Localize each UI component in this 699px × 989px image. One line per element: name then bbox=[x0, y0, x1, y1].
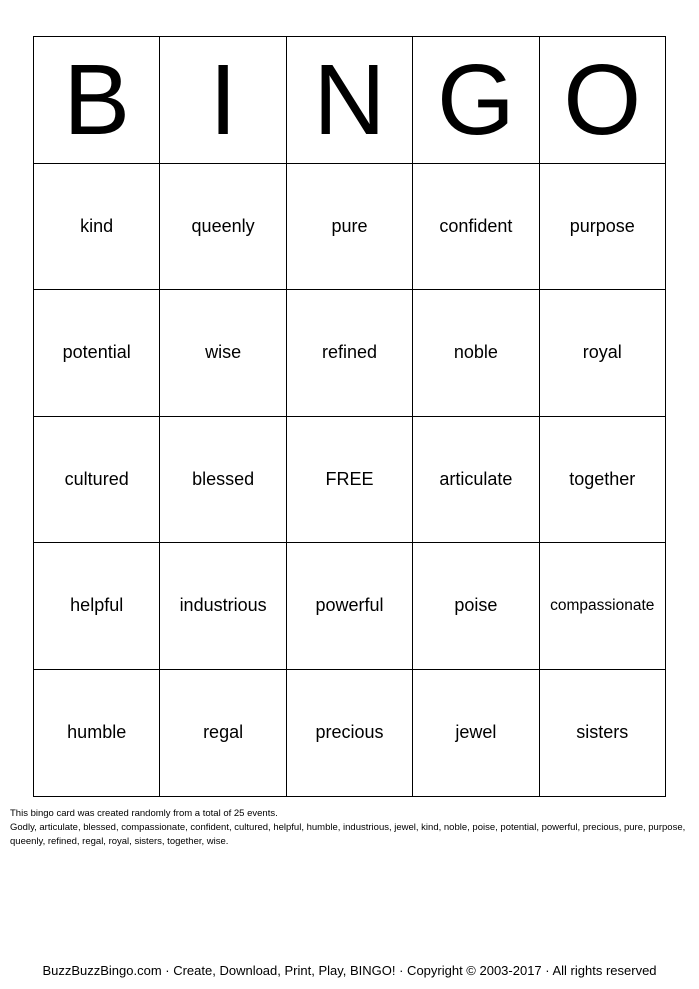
card-row bbox=[34, 416, 666, 543]
cell-word: refined bbox=[321, 342, 377, 363]
card-cell bbox=[286, 669, 412, 796]
cell-word: helpful bbox=[70, 595, 124, 616]
card-info-word-list: Godly, articulate, blessed, compassionate, confident, cultured, helpful, humble, industrious, jewel, kind, noble, poise, potential, powerful, precious, pure, purpose, queenly, refined, regal, royal, sisters, together, wise. bbox=[10, 822, 686, 847]
card-cell bbox=[286, 290, 412, 417]
cell-word: sisters bbox=[576, 721, 629, 742]
card-cell bbox=[34, 543, 160, 670]
bingo-card bbox=[33, 36, 666, 797]
card-cell bbox=[413, 290, 539, 417]
card-cell bbox=[160, 290, 286, 417]
cell-word: precious bbox=[315, 721, 384, 742]
cell-word: together bbox=[569, 468, 636, 489]
header-letter: I bbox=[209, 43, 237, 156]
card-row bbox=[34, 290, 666, 417]
card-cell bbox=[539, 669, 665, 796]
header-cell bbox=[539, 37, 665, 164]
card-cell bbox=[413, 163, 539, 290]
card-cell bbox=[160, 543, 286, 670]
free-space-word: FREE bbox=[325, 468, 374, 489]
header-cell bbox=[160, 37, 286, 164]
card-cell bbox=[34, 290, 160, 417]
cell-word: powerful bbox=[315, 595, 384, 616]
cell-word: potential bbox=[62, 342, 131, 363]
header-letter: G bbox=[436, 43, 515, 156]
card-cell bbox=[34, 416, 160, 543]
card-cell bbox=[160, 163, 286, 290]
card-info-summary: This bingo card was created randomly from a total of 25 events. bbox=[10, 808, 278, 819]
footer-credit: BuzzBuzzBingo.com · Create, Download, Print, Play, BINGO! · Copyright © 2003-2017 · All rights reserved bbox=[42, 963, 657, 978]
header-letter: B bbox=[63, 43, 131, 156]
card-row bbox=[34, 163, 666, 290]
card-cell bbox=[413, 543, 539, 670]
card-cell bbox=[286, 543, 412, 670]
cell-word: poise bbox=[454, 595, 498, 616]
header-letter: O bbox=[563, 43, 642, 156]
card-cell bbox=[413, 416, 539, 543]
cell-word: confident bbox=[439, 215, 513, 236]
header-cell bbox=[286, 37, 412, 164]
cell-word: articulate bbox=[439, 468, 513, 489]
card-cell bbox=[34, 163, 160, 290]
cell-word: queenly bbox=[191, 215, 255, 236]
cell-word: noble bbox=[453, 342, 498, 363]
cell-word: blessed bbox=[192, 468, 255, 489]
card-cell bbox=[160, 669, 286, 796]
cell-word: pure bbox=[331, 215, 368, 236]
card-cell bbox=[539, 416, 665, 543]
card-cell bbox=[539, 163, 665, 290]
card-cell bbox=[286, 163, 412, 290]
cell-word: cultured bbox=[64, 468, 129, 489]
card-cell bbox=[539, 543, 665, 670]
cell-word: kind bbox=[80, 215, 114, 236]
card-cell bbox=[160, 416, 286, 543]
card-cell bbox=[34, 669, 160, 796]
cell-word: jewel bbox=[455, 721, 497, 742]
cell-word: regal bbox=[203, 721, 244, 742]
cell-word: royal bbox=[582, 342, 622, 363]
cell-word: purpose bbox=[569, 215, 635, 236]
card-row bbox=[34, 543, 666, 670]
card-info bbox=[10, 807, 686, 849]
header-cell bbox=[34, 37, 160, 164]
header-letter: N bbox=[313, 43, 386, 156]
header-row bbox=[34, 37, 666, 164]
card-row bbox=[34, 669, 666, 796]
cell-word: wise bbox=[205, 342, 242, 363]
cell-word: industrious bbox=[179, 595, 267, 616]
cell-word: humble bbox=[67, 721, 127, 742]
header-cell bbox=[413, 37, 539, 164]
card-cell bbox=[413, 669, 539, 796]
cell-word: compassionate bbox=[550, 596, 655, 614]
card-cell bbox=[539, 290, 665, 417]
free-cell bbox=[286, 416, 412, 543]
